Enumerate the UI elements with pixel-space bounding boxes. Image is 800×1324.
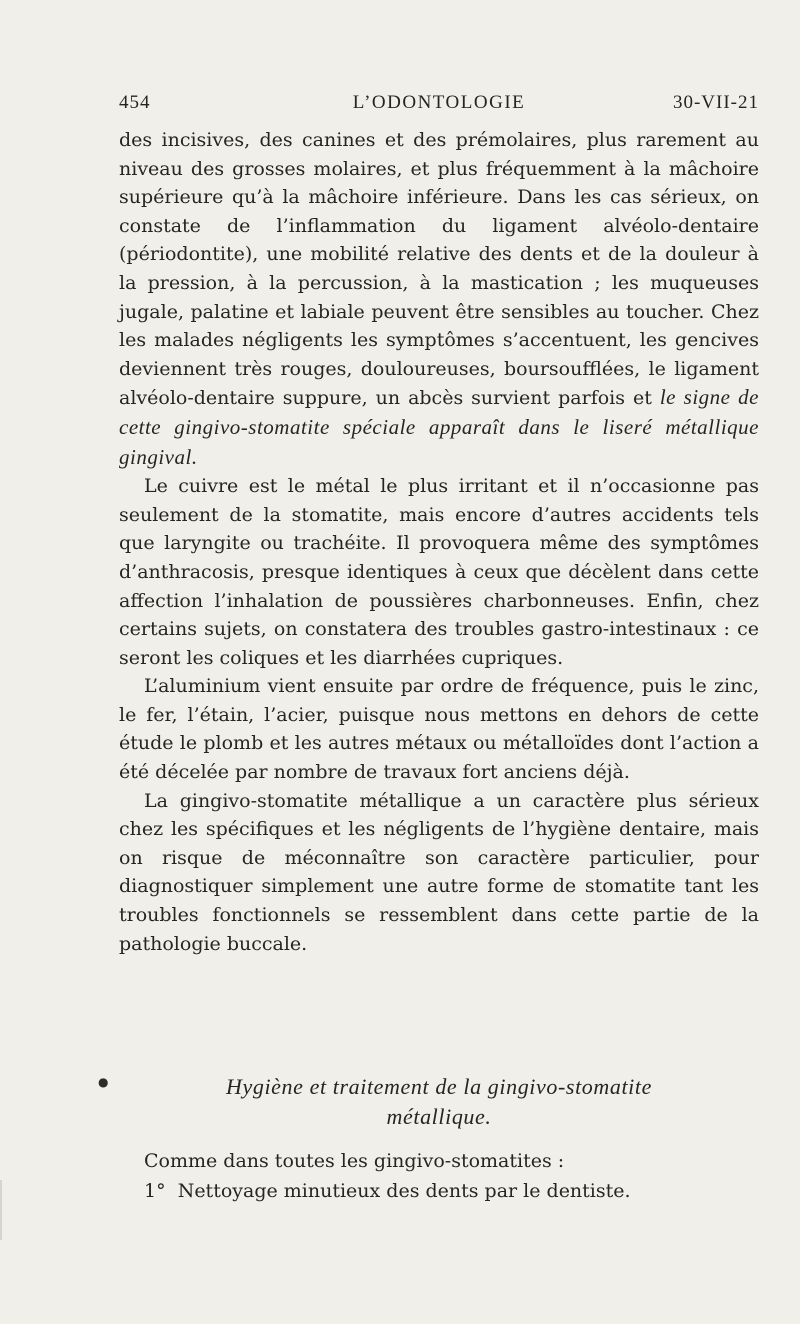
paragraph-1-italic-text: le signe de cette gingivo-stomatite spéciale apparaît dans le liseré métallique gingival. — [119, 385, 759, 469]
issue-date: 30-VII-21 — [672, 92, 759, 113]
list-item — [119, 1176, 759, 1206]
paragraph-4: La gingivo-stomatite métallique a un caractère plus sérieux chez les spécifiques et les négligents de l’hygiène dentaire, mais on risque de méconnaître son caractère particulier, pour diagnostiquer simplement une autre forme de stomatite tant les troubles fonctionnels se ressemblent dans cette partie de la pathologie buccale. — [119, 789, 759, 955]
running-title: L’ODONTOLOGIE — [352, 92, 526, 113]
page-edge-mark — [0, 1180, 2, 1240]
paragraph-2: Le cuivre est le métal le plus irritant et il n’occasionne pas seulement de la stomatite, mais encore d’autres accidents tels que laryngite ou trachéite. Il provoquera même des symptômes d’anthracosis, presque identiques à ceux que décèlent dans cette affection l’inhalation de poussières charbonneuses. Enfin, chez certains sujets, on constatera des troubles gastro-intestinaux : ce seront les coliques et les diarrhées cupriques. — [119, 475, 759, 669]
page-number: 454 — [119, 92, 151, 113]
page-header — [119, 92, 759, 116]
paragraph-3: L’aluminium vient ensuite par ordre de fréquence, puis le zinc, le fer, l’étain, l’acier, puisque nous mettons en dehors de cette étude le plomb et les autres métaux ou métalloïdes dont l’action a été décelée par nombre de travaux fort anciens déjà. — [119, 675, 759, 784]
section-heading — [119, 1072, 759, 1132]
body-text — [119, 126, 759, 958]
list-intro: Comme dans toutes les gingivo-stomatites : — [144, 1150, 565, 1172]
section-heading-line-1: Hygiène et traitement de la gingivo-stomatite — [226, 1074, 652, 1099]
list-item-text: Nettoyage minutieux des dents par le dentiste. — [177, 1180, 631, 1202]
paragraph-1-text: des incisives, des canines et des prémolaires, plus rarement au niveau des grosses molaires, et plus fréquemment à la mâchoire supérieure qu’à la mâchoire inférieure. Dans les cas sérieux, on constate de l’inflammation du ligament alvéolo-dentaire (périodontite), une mobilité relative des dents et de la douleur à la pression, à la percussion, à la mastication ; les muqueuses jugale, palatine et labiale peuvent être sensibles au toucher. Chez les malades négligents les symptômes s’accentuent, les gencives deviennent très rouges, douloureuses, boursoufflées, le ligament alvéolo-dentaire suppure, un abcès survient parfois et — [119, 129, 759, 410]
list-item-number: 1° — [144, 1180, 166, 1202]
section-heading-line-2: métallique. — [386, 1104, 492, 1129]
paragraph-1 — [119, 126, 759, 472]
treatment-list — [119, 1146, 759, 1206]
ink-mark-icon: ● — [98, 1075, 109, 1089]
